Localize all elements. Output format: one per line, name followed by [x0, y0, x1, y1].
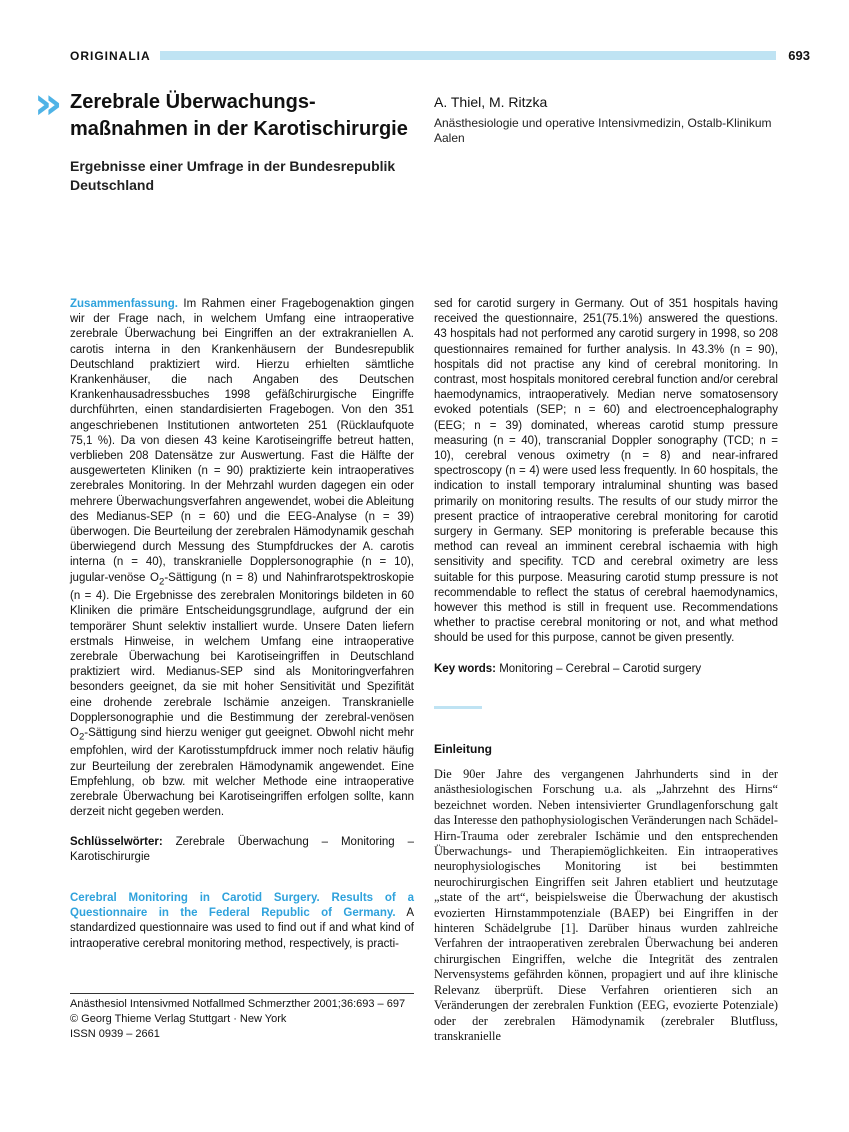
keywords-en-label: Key words: — [434, 662, 496, 675]
keywords-en-text: Monitoring – Cerebral – Carotid surgery — [496, 662, 702, 675]
footer-publisher: © Georg Thieme Verlag Stuttgart · New York — [70, 1013, 287, 1025]
keywords-german — [70, 835, 414, 865]
right-column — [434, 297, 778, 677]
affiliation: Anästhesiologie und operative Intensivmedizin, Ostalb-Klinikum Aalen — [434, 116, 772, 145]
abstract-english-start — [70, 891, 414, 952]
footer-citation — [70, 997, 414, 1042]
footer-rule — [70, 993, 414, 994]
section-label: ORIGINALIA — [70, 49, 151, 63]
abstract-en-text-left: A standardized questionnaire was used to find out if and what kind of intraoperative cerebral monitoring method, respectively, is practi- — [70, 907, 415, 950]
article-title — [70, 89, 430, 143]
subscript-2: 2 — [159, 575, 165, 587]
subscript-2: 2 — [78, 731, 85, 743]
title-line-2: maßnahmen in der Karotischirurgie — [70, 118, 408, 140]
page-number: 693 — [788, 48, 810, 63]
authors: A. Thiel, M. Ritzka — [434, 94, 548, 110]
abstract-de-text-a: Im Rahmen einer Fragebogenaktion gingen wir der Frage nach, in welchem Umfang eine intraoperative zerebrale Überwachung bei Eingriffen an der extrakraniellen A. carotis interna in den Krankenhäusern der Bundesrepublik Deutschland praktiziert wird. Hierzu erhielten sämtliche Krankenhäuser, die nach Angaben des Deutschen Krankenhausadressbuches 1998 gefäßchirurgische Eingriffe durchführten, einen standardisierten Fragebogen. Von den 351 angeschriebenen Institutionen antworteten 251 (Rücklaufquote 75,1 %). Da von diesen 43 keine Karotiseingriffe betreut hatten, verblieben 208 Datensätze zur Auswertung. Fast die Hälfte der ausgewerteten Kliniken (n = 90) praktizierte kein intraoperatives zerebrales Monitoring. In der Mehrzahl wurden dagegen ein oder mehrere Überwachungsverfahren angewendet, wobei die Ableitung des Medianus-SEP (n = 60) und die EEG-Analyse (n = 39) überwogen. Die Beurteilung der zerebralen Hämodynamik geschah überwiegend durch Messung des Stumpfdruckes der A. carotis interna (n = 40), transkranielle Dopplersonographie (n = 10), jugular-venöse O — [70, 298, 414, 584]
footer-journal: Anästhesiol Intensivmed Notfallmed Schmerzther 2001;36:693 – 697 — [70, 998, 406, 1010]
einleitung-heading: Einleitung — [434, 742, 492, 756]
abstract-german — [70, 297, 414, 821]
footer-issn: ISSN 0939 – 2661 — [70, 1028, 160, 1040]
title-line-1: Zerebrale Überwachungs- — [70, 91, 316, 113]
section-divider — [434, 706, 482, 709]
abstract-en-text-right: sed for carotid surgery in Germany. Out of 351 hospitals having received the questionnaire, 251(75.1%) answered the questions. 43 hospitals had not performed any carotid surgery in 1998, so 208 questionnaires remained for further analysis. In 43.3% (n = 90), hospitals did not practise any kind of cerebral monitoring. In contrast, most hospitals monitored cerebral function and/or cerebral haemodynamics, intraoperatively. Median nerve somatosensory evoked potentials (SEP; n = 60) and electroencephalography (EEG; n = 39) dominated, whereas carotid stump pressure measuring (n = 40), transcranial Doppler sonography (TCD; n = 10), cerebral venous oximetry (n = 8) and near-infrared spectroscopy (n = 4) were used less frequently. In 60 hospitals, the indication to install temporary intraluminal shunting was based primarily on monitoring results. The results of our study mirror the present practice of intraoperative cerebral monitoring for carotid surgery in Germany. SEP monitoring is preferable because this method can reveal an imminent cerebral ischaemia with high sensitivity and specifity. TCD and cerebral oximetry are less suitable for this purpose. Measuring carotid stump pressure is not recommendable to reflect the status of cerebral haemodynamics, however this method is still in frequent use. Recommendations whether to practise cerebral monitoring or not, and what method should be used for this purpose, cannot be given presently. — [434, 298, 778, 645]
abstract-de-heading: Zusammenfassung. — [70, 298, 178, 310]
quote-mark-icon: » — [34, 78, 63, 129]
article-subtitle: Ergebnisse einer Umfrage in der Bundesrepublik Deutschland — [70, 158, 396, 193]
einleitung-text: Die 90er Jahre des vergangenen Jahrhunderts sind in der anästhesiologischen Forschung u.a. als „Jahrzehnt des Hirns“ bezeichnet worden. Neben intensivierter Grundlagenforschung galt das Interesse den pathophysiologischen Veränderungen nach Schädel-Hirn-Trauma oder zerebraler Ischämie und den entsprechenden Überwachungs- und Therapiemöglichkeiten. Ein intraoperatives neurophysiologisches Monitoring ist bei bestimmten neurochirurgischen Eingriffen seit Jahren etabliert und heutzutage „state of the art“, beispielsweise die Überwachung der akustisch evozierten Hirnstammpotenziale (BAEP) bei Eingriffen in der hinteren Schädelgrube [1]. Darüber hinaus wurden zahlreiche Verfahren der intraoperativen zerebralen Überwachung bei anderen chirurgischen Eingriffen, welche die Integrität des zentralen Nervensystems gefährden können, propagiert und auf ihre klinische Relevanz überprüft. Diese Verfahren orientieren sich an Veränderungen der zerebralen Funktion (EEG, evozierte Potenziale) oder der zerebralen Hämodynamik (zerebraler Blutfluss, transkranielle — [434, 767, 778, 1043]
abstract-de-text-b: -Sättigung (n = 8) und Nahinfrarotspektroskopie (n = 4). Die Ergebnisse des zerebralen Monitorings bildeten in 60 Kliniken die primäre Entscheidungsgrundlage, aufgrund der ein temporärer Shunt selektiv installiert wurde. Unsere Daten liefern erstmals Hinweise, in welchem Umfang eine intraoperative zerebrale Überwachung bei Karotiseingriffen in Deutschland praktiziert wird. Medianus-SEP sind als Monitoringverfahren besonders geeignet, da sie mit hoher Sensitivität und Spezifität eine drohende zerebrale Ischämie anzeigen. Transkranielle Dopplersonographie und die Bestimmung der zerebral-venösen O — [70, 571, 414, 739]
left-column — [70, 297, 414, 952]
abstract-de-text-c: -Sättigung sind hierzu weniger gut geeignet. Obwohl nicht mehr empfohlen, wird der Karotisstumpfdruck immer noch relativ häufig zur Beurteilung der zerebralen Hämodynamik angewendet. Eine Empfehlung, ob bzw. mit welcher Methode eine intraoperative zerebrale Überwachung bei Karotiseingriffen erfolgen sollte, kann derzeit nicht gegeben werden. — [70, 726, 414, 819]
keywords-english — [434, 662, 778, 677]
keywords-de-text: Zerebrale Überwachung – Monitoring – Karotischirurgie — [70, 835, 414, 863]
header-bar — [160, 51, 776, 60]
keywords-de-label: Schlüsselwörter: — [70, 835, 163, 848]
abstract-en-heading: Cerebral Monitoring in Carotid Surgery. Results of a Questionnaire in the Federal Republic of Germany. — [70, 891, 414, 920]
